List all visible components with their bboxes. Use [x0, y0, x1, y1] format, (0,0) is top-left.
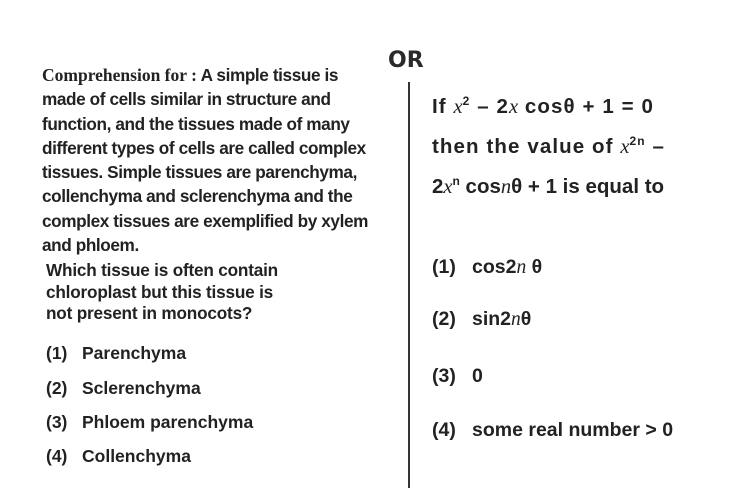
math-option-1-number: (1): [432, 256, 456, 278]
passage-line-7: complex tissues are exemplified by xylem: [42, 210, 369, 231]
math-option-2-post: θ: [520, 308, 532, 330]
math-option-3-number: (3): [432, 365, 456, 387]
math-option-3-text: 0: [472, 365, 483, 387]
if-word: If: [432, 94, 447, 118]
trailing-minus: –: [645, 134, 665, 158]
biology-option-1-text: Parenchyma: [82, 343, 187, 363]
math-option-1[interactable]: [432, 256, 542, 279]
math-option-2-number: (2): [432, 308, 456, 330]
exponent-2: 2: [462, 94, 471, 108]
passage-line-6: collenchyma and sclerenchyma and the: [42, 186, 353, 207]
biology-option-4-number: (4): [46, 446, 68, 466]
math-option-4[interactable]: [432, 419, 673, 442]
biology-question-line-2: chloroplast but this tissue is: [46, 281, 274, 302]
math-option-2[interactable]: [432, 308, 531, 331]
comprehension-passage: [42, 63, 402, 257]
variable-n: n: [500, 175, 512, 198]
passage-lead: Comprehension for :: [42, 65, 197, 85]
variable-x-2: x: [509, 95, 519, 118]
math-option-1-pre: cos2: [472, 256, 517, 278]
minus-two: – 2: [470, 94, 510, 118]
question-tail: θ + 1 is equal to: [511, 174, 665, 198]
biology-option-3[interactable]: [46, 412, 253, 433]
coefficient-2: 2: [432, 174, 444, 198]
biology-option-2-number: (2): [46, 378, 68, 398]
column-divider: [408, 82, 410, 488]
math-option-1-var: n: [516, 257, 527, 278]
math-option-2-var: n: [511, 309, 521, 330]
exponent-n: n: [452, 173, 460, 188]
math-option-4-text: some real number > 0: [472, 419, 674, 441]
biology-option-2[interactable]: [46, 378, 201, 399]
passage-line-5: tissues. Simple tissues are parenchyma,: [42, 162, 357, 183]
math-option-4-number: (4): [432, 419, 456, 441]
math-option-1-post: θ: [526, 256, 543, 278]
passage-line-8: and phloem.: [42, 235, 139, 256]
math-question-line-1: [432, 84, 732, 124]
biology-option-3-text: Phloem parenchyma: [82, 412, 254, 432]
math-option-2-pre: sin2: [472, 308, 512, 330]
passage-line-1: [42, 63, 402, 87]
then-text: then the value of: [432, 134, 621, 158]
math-option-3[interactable]: [432, 365, 483, 388]
biology-option-1-number: (1): [46, 343, 68, 363]
math-question-line-3: [432, 164, 732, 204]
variable-x-4: x: [443, 175, 453, 198]
biology-question-line-1: Which tissue is often contain: [46, 260, 278, 280]
biology-question-line-3: not present in monocots?: [46, 303, 253, 323]
passage-line-2: made of cells similar in structure and: [42, 89, 331, 110]
exponent-2n: 2n: [629, 133, 646, 148]
biology-question: [46, 260, 346, 325]
math-question: [432, 84, 732, 203]
biology-option-1[interactable]: [46, 343, 186, 364]
variable-x-3: x: [620, 135, 630, 158]
biology-option-3-number: (3): [46, 412, 68, 432]
passage-line-4: different types of cells are called complex: [42, 137, 366, 158]
biology-option-2-text: Sclerenchyma: [82, 378, 201, 398]
math-question-line-2: [432, 124, 732, 164]
biology-option-4-text: Collenchyma: [82, 446, 191, 466]
variable-x: x: [453, 95, 463, 118]
passage-line-1-text: A simple tissue is: [200, 65, 339, 85]
passage-line-3: function, and the tissues made of many: [42, 113, 350, 134]
biology-option-4[interactable]: [46, 446, 191, 467]
cos-word: cos: [459, 174, 501, 198]
or-separator-label: OR: [388, 48, 424, 73]
cos-theta-equation: cosθ + 1 = 0: [518, 94, 655, 118]
